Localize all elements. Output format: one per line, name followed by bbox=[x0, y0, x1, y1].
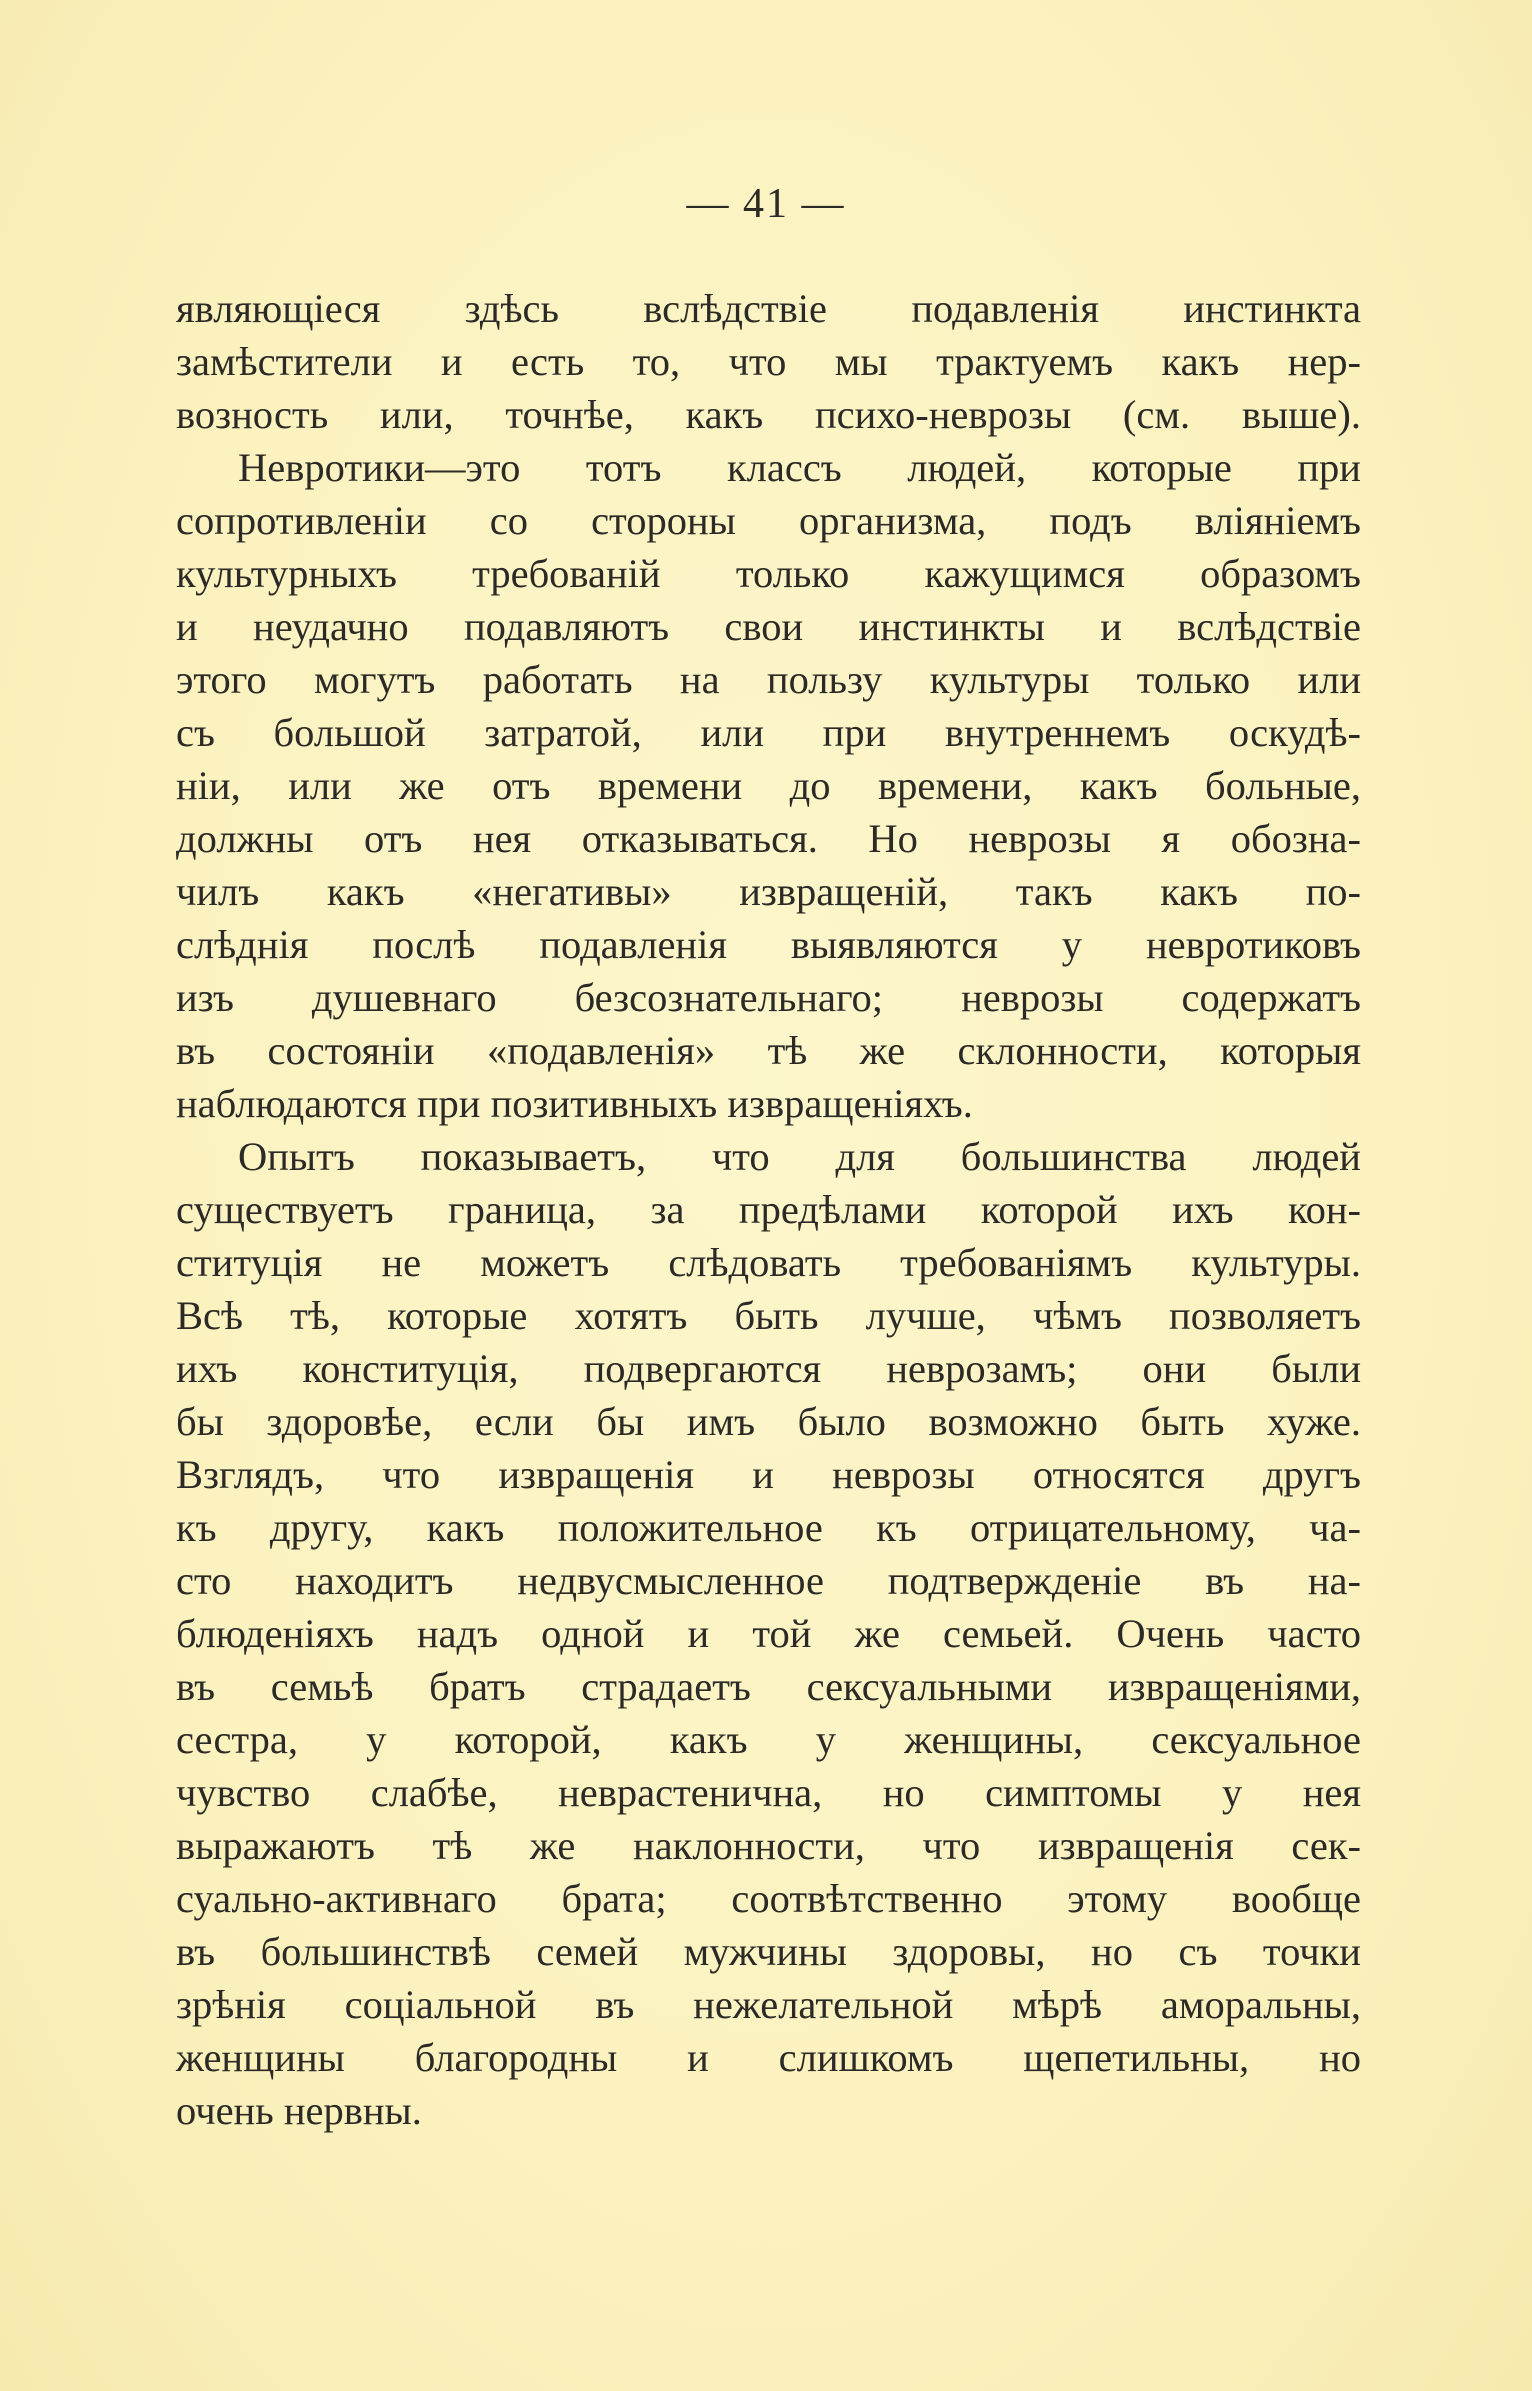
text-line: этого могутъ работать на пользу культуры только или bbox=[176, 657, 1361, 702]
text-line: чувство слабѣе, неврастенична, но симптомы у нея bbox=[176, 1770, 1361, 1815]
text-line: сопротивленіи со стороны организма, подъ вліяніемъ bbox=[176, 498, 1361, 543]
paragraph-3 bbox=[176, 1130, 1361, 2137]
text-line: Взглядъ, что извращенія и неврозы относятся другъ bbox=[176, 1452, 1361, 1497]
page-number: — 41 — bbox=[686, 181, 846, 227]
text-line: въ большинствѣ семей мужчины здоровы, но съ точки bbox=[176, 1929, 1361, 1974]
text-line: суально-активнаго брата; соотвѣтственно этому вообще bbox=[176, 1876, 1361, 1921]
text-line: въ семьѣ братъ страдаетъ сексуальными извращеніями, bbox=[176, 1664, 1361, 1709]
text-line: сестра, у которой, какъ у женщины, сексуальное bbox=[176, 1717, 1361, 1762]
text-line: бы здоровѣе, если бы имъ было возможно быть хуже. bbox=[176, 1399, 1361, 1444]
text-line: очень нервны. bbox=[176, 2088, 422, 2133]
text-line: Опытъ показываетъ, что для большинства людей bbox=[238, 1134, 1361, 1179]
text-line: съ большой затратой, или при внутреннемъ оскудѣ- bbox=[176, 710, 1361, 755]
paragraph-2 bbox=[176, 441, 1361, 1130]
text-line: ихъ конституція, подвергаются неврозамъ; они были bbox=[176, 1346, 1361, 1391]
text-line: къ другу, какъ положительное къ отрицательному, ча- bbox=[176, 1505, 1361, 1550]
text-line: сто находитъ недвусмысленное подтвержденіе въ на- bbox=[176, 1558, 1361, 1603]
body-text bbox=[176, 282, 1361, 2137]
text-line: зрѣнія соціальной въ нежелательной мѣрѣ аморальны, bbox=[176, 1982, 1361, 2027]
text-line: женщины благородны и слишкомъ щепетильны, но bbox=[176, 2035, 1361, 2080]
text-line: выражаютъ тѣ же наклонности, что извращенія сек- bbox=[176, 1823, 1361, 1868]
text-line: возность или, точнѣе, какъ психо-неврозы (см. выше). bbox=[176, 392, 1361, 437]
text-line: блюденіяхъ надъ одной и той же семьей. Очень часто bbox=[176, 1611, 1361, 1656]
text-line: ституція не можетъ слѣдовать требованіямъ культуры. bbox=[176, 1240, 1361, 1285]
text-line: являющіеся здѣсь вслѣдствіе подавленія инстинкта bbox=[176, 286, 1361, 331]
text-line: ніи, или же отъ времени до времени, какъ больные, bbox=[176, 763, 1361, 808]
text-line: замѣстители и есть то, что мы трактуемъ какъ нер- bbox=[176, 339, 1361, 384]
text-line: и неудачно подавляютъ свои инстинкты и вслѣдствіе bbox=[176, 604, 1361, 649]
text-line: изъ душевнаго безсознательнаго; неврозы содержатъ bbox=[176, 975, 1361, 1020]
text-line: наблюдаются при позитивныхъ извращеніяхъ. bbox=[176, 1081, 973, 1126]
text-line: должны отъ нея отказываться. Но неврозы я обозна- bbox=[176, 816, 1361, 861]
text-line: Всѣ тѣ, которые хотятъ быть лучше, чѣмъ позволяетъ bbox=[176, 1293, 1361, 1338]
text-line: культурныхъ требованій только кажущимся образомъ bbox=[176, 551, 1361, 596]
paragraph-1 bbox=[176, 282, 1361, 441]
text-line: существуетъ граница, за предѣлами которой ихъ кон- bbox=[176, 1187, 1361, 1232]
text-line: слѣднія послѣ подавленія выявляются у невротиковъ bbox=[176, 922, 1361, 967]
text-line: въ состояніи «подавленія» тѣ же склонности, которыя bbox=[176, 1028, 1361, 1073]
text-line: Невротики—это тотъ классъ людей, которые при bbox=[238, 445, 1361, 490]
text-line: чилъ какъ «негативы» извращеній, такъ какъ по- bbox=[176, 869, 1361, 914]
